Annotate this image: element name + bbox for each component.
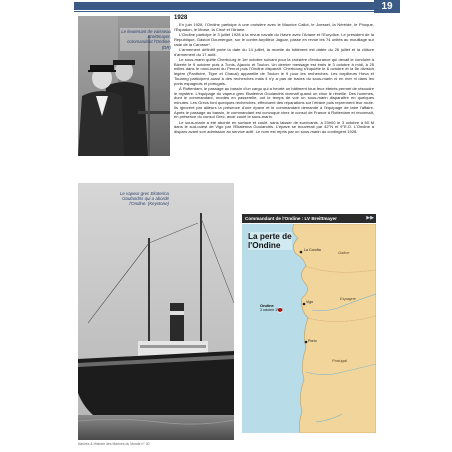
- map-header: [242, 214, 376, 223]
- steamer-photo: [78, 183, 234, 440]
- page-footer: Navires & Histoire des Marines du Monde n° 40: [78, 442, 150, 446]
- porto-marker: [305, 341, 308, 344]
- steamer-photo-caption: Le vapeur grec Ekaterina Goulandris qui a abordé l'Ondine. (Keystone): [119, 191, 169, 207]
- la-coruna-marker: [300, 251, 303, 254]
- article-paragraph: L'Ondine participe le 3 juillet 1928 à la revue navale du Havre avec l'Ariane et l'Eurydice. Le président de la République, Gaston Doumergue, sur le contre-torpilleur Jaguar, passe en revue les 74 unités au mouillage sur rade de la Carosse*.: [174, 32, 374, 47]
- label-ondine: Ondine: [260, 303, 274, 308]
- map-title: [248, 232, 292, 250]
- location-map-image: [242, 224, 376, 433]
- map-title-line1: La perte de: [248, 232, 292, 241]
- article-paragraph: L'armement définitif porte la date du 14 juillet, la recette du bâtiment est datée du 26 juillet et la clôture d'armement du 17 août.: [174, 46, 374, 57]
- label-espagne: Espagne: [340, 296, 356, 301]
- label-vigo: Vigo: [306, 300, 314, 304]
- label-portugal: Portugal: [332, 358, 347, 363]
- label-porto: Porto: [308, 339, 317, 343]
- map-header-text: Commandant de l'Ondine : LV Breittmayer: [245, 216, 337, 221]
- page-number: 19: [374, 0, 400, 13]
- officers-photo-caption: Le lieutenant de vaisseau Breittmayer, commandant l'Ondine. (DR): [121, 29, 171, 50]
- vigo-marker: [303, 303, 306, 306]
- steamer-photo-image: [78, 183, 234, 440]
- article-paragraph: En juin 1928, l'Ondine participe à une croisière avec le Maurice Callot, le Joessel, la Néréide, le Phoque, l'Espadon, le Morse, la Circé et l'Ariane.: [174, 22, 374, 32]
- location-map: [242, 224, 376, 433]
- map-title-line2: l'Ondine: [248, 241, 281, 250]
- article-paragraph: Le sous-marin quitte Cherbourg le 1er octobre suivant pour la croisière d'endurance qui devait le conduire à Bizerte le 9 octobre puis à Tunis, Ajaccio et Toulon. Un dernier message est émis le 3 octobre à midi, à 25 milles dans le nord-ouest du Penrot puis l'Ondine disparaît. Cherbourg s'inquiète le 6 octobre et la 5e division légère (Panthère, Tigre et Chacal) appareille de Toulon le 9 pour les recherches. Les torpilleurs Hova et Touareg participent aussi à des recherches mais il n'y a pas de traces du sous-marin ni en mer ni dans les ports espagnols et portugais.: [174, 56, 374, 86]
- label-galice: Galice: [338, 250, 350, 255]
- top-color-bar: [74, 2, 374, 10]
- label-la-coruna: La Coruña: [304, 248, 321, 252]
- article-body: [174, 15, 374, 135]
- arrows-icon: ▶▶: [366, 215, 374, 221]
- article-year: 1928: [174, 15, 188, 21]
- article-paragraph: Le sous-marin a été abordé en surface et coulé, sans laisser de survivants, à 23h00 le 3 octobre à 50 M dans le sud-ouest de Vigo par l'Ekaterina Goulandris. L'épave se trouverait par 42°N et 9°E.O. L'Ondine a disparu avant son admission au service actif. Le nom est repris par un sous-marin du contingent 1928.: [174, 119, 374, 134]
- article-paragraph: À Rotterdam, le passage au bassin d'un cargo qui a heurté un bâtiment tous feux éteints permet de résoudre le mystère. L'équipage du vapeur grec Ekaterina Goulandris dormait quand un choc le réveille. Des hommes, dont le commandant, montés en passerelle, ont le temps de voir un sous-marin disparaître en quelques minutes. Les Grecs font quelques recherches, effectuent des réparations sur l'étrave puis reprennent leur route. Ils ignorent par ailleurs la présence d'une épave et le commandant demande à l'équipage de taire l'affaire. Après le passage au bassin, le commandant est convoqué chez le consul de France à Rotterdam et reconnaît, en présence du consul Grec, avoir coulé le sous-marin.: [174, 85, 374, 120]
- label-ondine-date: 3 octobre 1928: [260, 308, 283, 312]
- top-rule: [74, 11, 374, 12]
